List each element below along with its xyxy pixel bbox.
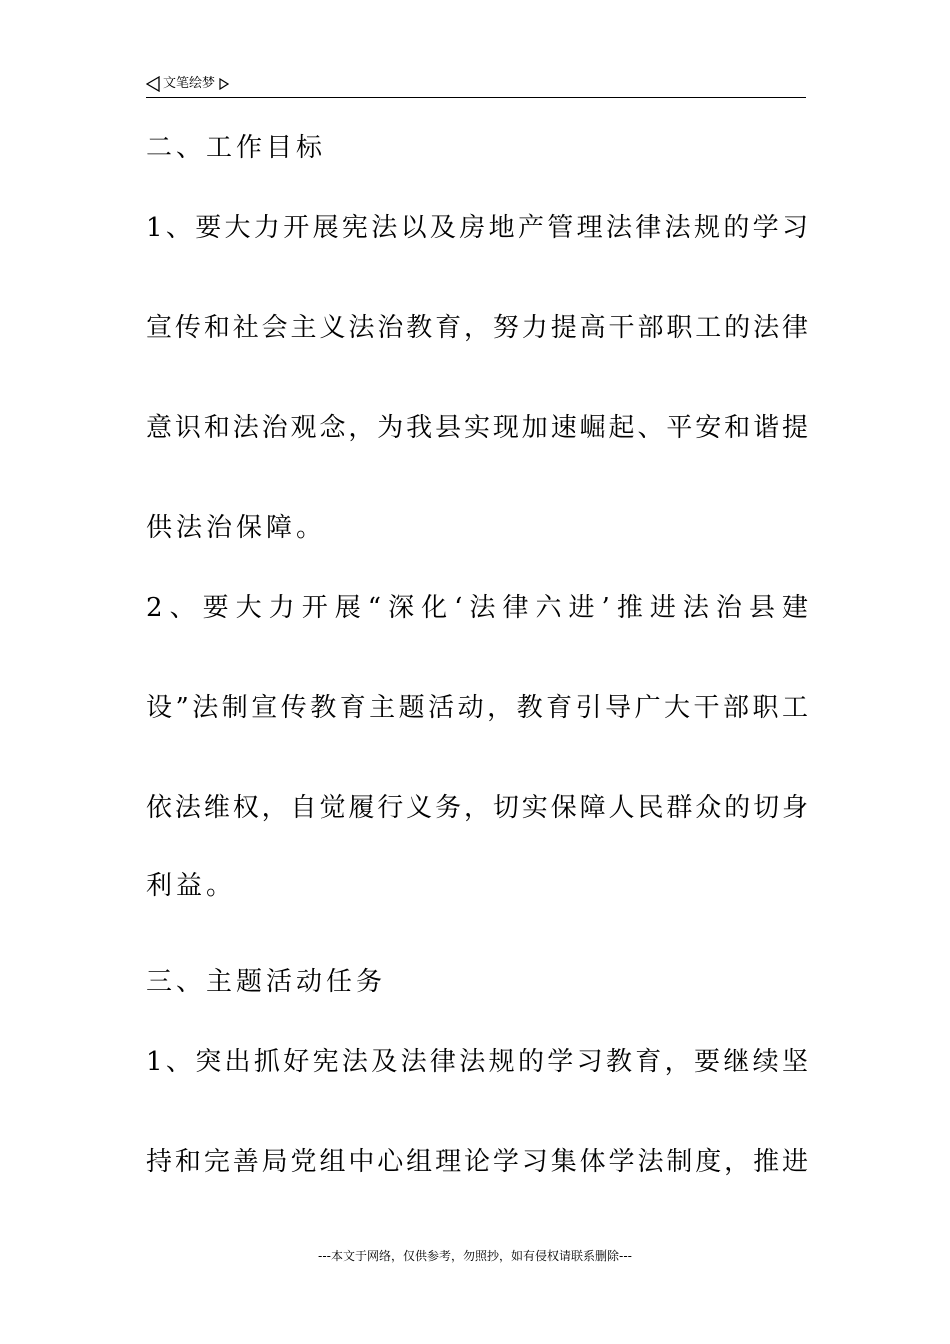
paragraph-line: 设”法制宣传教育主题活动，教育引导广大干部职工 <box>146 693 808 723</box>
header-brand <box>146 76 229 92</box>
paragraph-line: 宣传和社会主义法治教育，努力提高干部职工的法律 <box>146 313 808 343</box>
paragraph-line: 利益。 <box>146 871 237 901</box>
section-heading-tasks: 三、主题活动任务 <box>146 967 387 997</box>
paragraph-line: 持和完善局党组中心组理论学习集体学法制度，推进 <box>146 1147 808 1177</box>
brand-text: 文笔绘梦 <box>163 76 216 91</box>
paragraph-line: 意识和法治观念，为我县实现加速崛起、平安和谐提 <box>146 413 808 443</box>
footer-disclaimer: ---本文于网络，仅供参考，勿照抄，如有侵权请联系删除--- <box>318 1249 632 1263</box>
section-heading-goals: 二、工作目标 <box>146 133 327 163</box>
header-divider <box>146 97 806 98</box>
paragraph-line: 依法维权，自觉履行义务，切实保障人民群众的切身 <box>146 793 808 823</box>
paragraph-line: 供法治保障。 <box>146 513 327 543</box>
triangle-left-icon <box>146 76 160 92</box>
paragraph-line: 1、突出抓好宪法及法律法规的学习教育，要继续坚 <box>146 1047 808 1077</box>
page-header <box>146 74 806 98</box>
paragraph-line: 2、要大力开展“深化‘法律六进’推进法治县建 <box>146 593 808 623</box>
triangle-right-icon <box>219 78 229 90</box>
paragraph-line: 1、要大力开展宪法以及房地产管理法律法规的学习 <box>146 213 808 243</box>
